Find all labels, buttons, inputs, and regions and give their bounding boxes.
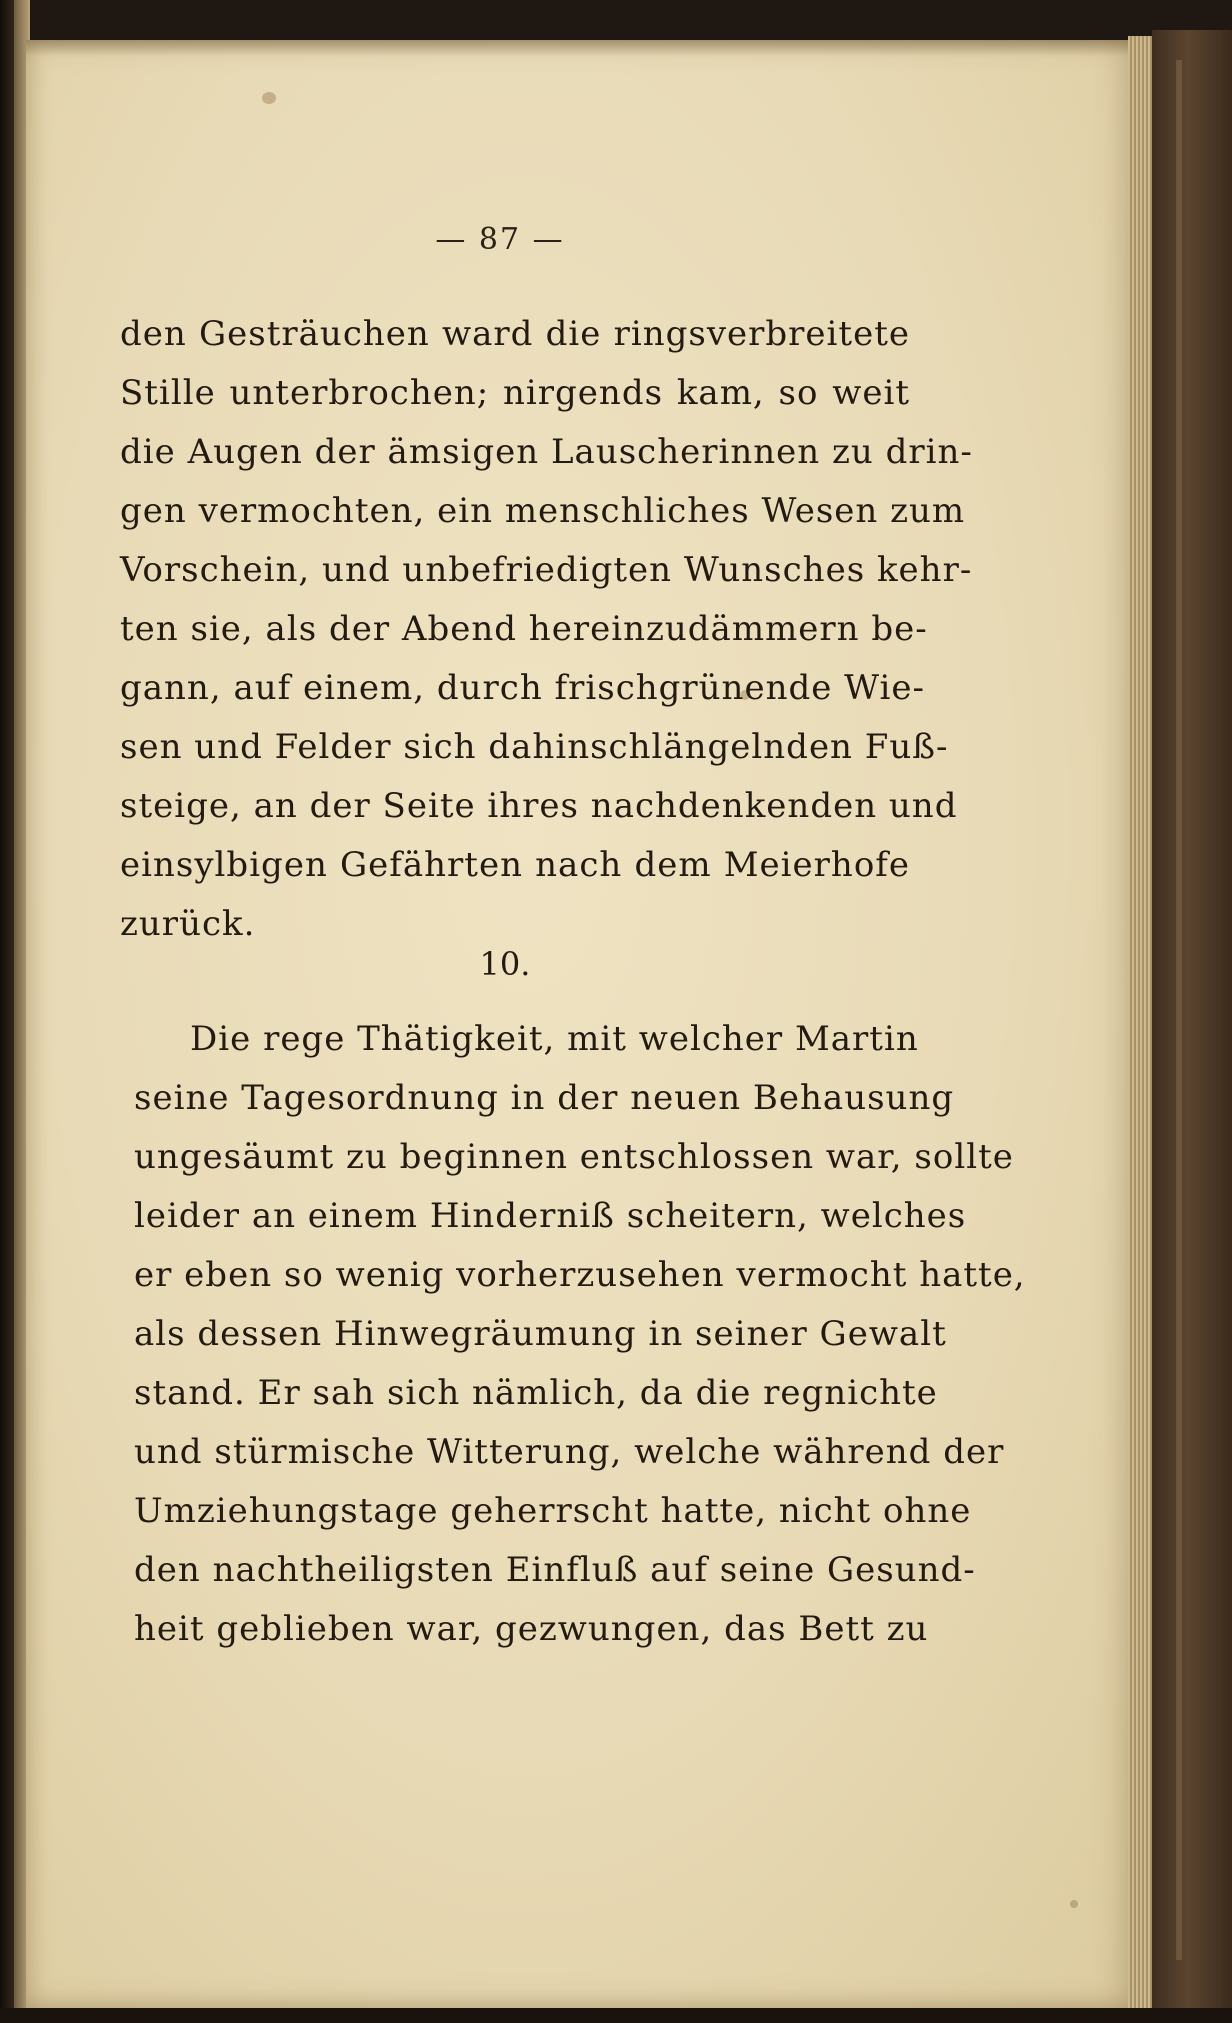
cover-highlight [1176,60,1182,1960]
bottom-shadow [0,2008,1232,2023]
book-cover [1152,30,1232,2023]
text-line: leider an einem Hinderniß scheitern, welches [134,1196,967,1236]
text-line: Vorschein, und unbefriedigten Wunsches kehr- [120,550,973,590]
text-line: Umziehungstage geherrscht hatte, nicht ohne [134,1491,972,1531]
paragraph-1 [120,305,973,954]
text-line: er eben so wenig vorherzusehen vermocht hatte, [134,1255,1026,1295]
text-line: steige, an der Seite ihres nachdenkenden und [120,786,958,826]
text-line: den Gesträuchen ward die ringsverbreitete [120,314,910,354]
text-line: den nachtheiligsten Einfluß auf seine Gesund- [134,1550,976,1590]
paragraph-2 [134,1010,1026,1659]
text-line: ten sie, als der Abend hereinzudämmern be- [120,609,928,649]
text-line: sen und Felder sich dahinschlängelnden Fuß- [120,727,949,767]
text-line: und stürmische Witterung, welche während der [134,1432,1005,1472]
text-line: die Augen der ämsigen Lauscherinnen zu drin- [120,432,973,472]
paper-stain [262,92,276,104]
page-top-shadow [26,40,1136,56]
text-line: Stille unterbrochen; nirgends kam, so weit [120,373,910,413]
text-line: Die rege Thätigkeit, mit welcher Martin [190,1019,919,1059]
text-line: ungesäumt zu beginnen entschlossen war, sollte [134,1137,1014,1177]
text-line: als dessen Hinwegräumung in seiner Gewalt [134,1314,947,1354]
section-number: 10. [479,945,531,983]
text-line: einsylbigen Gefährten nach dem Meierhofe [120,845,910,885]
text-line: heit geblieben war, gezwungen, das Bett zu [134,1609,929,1649]
text-line: gen vermochten, ein menschliches Wesen zum [120,491,966,531]
text-line: gann, auf einem, durch frischgrünende Wie- [120,668,925,708]
paper-stain [1070,1900,1078,1908]
text-line: seine Tagesordnung in der neuen Behausung [134,1078,955,1118]
page-header: — 87 — [435,222,565,257]
text-line: zurück. [120,904,256,944]
text-line: stand. Er sah sich nämlich, da die regnichte [134,1373,938,1413]
